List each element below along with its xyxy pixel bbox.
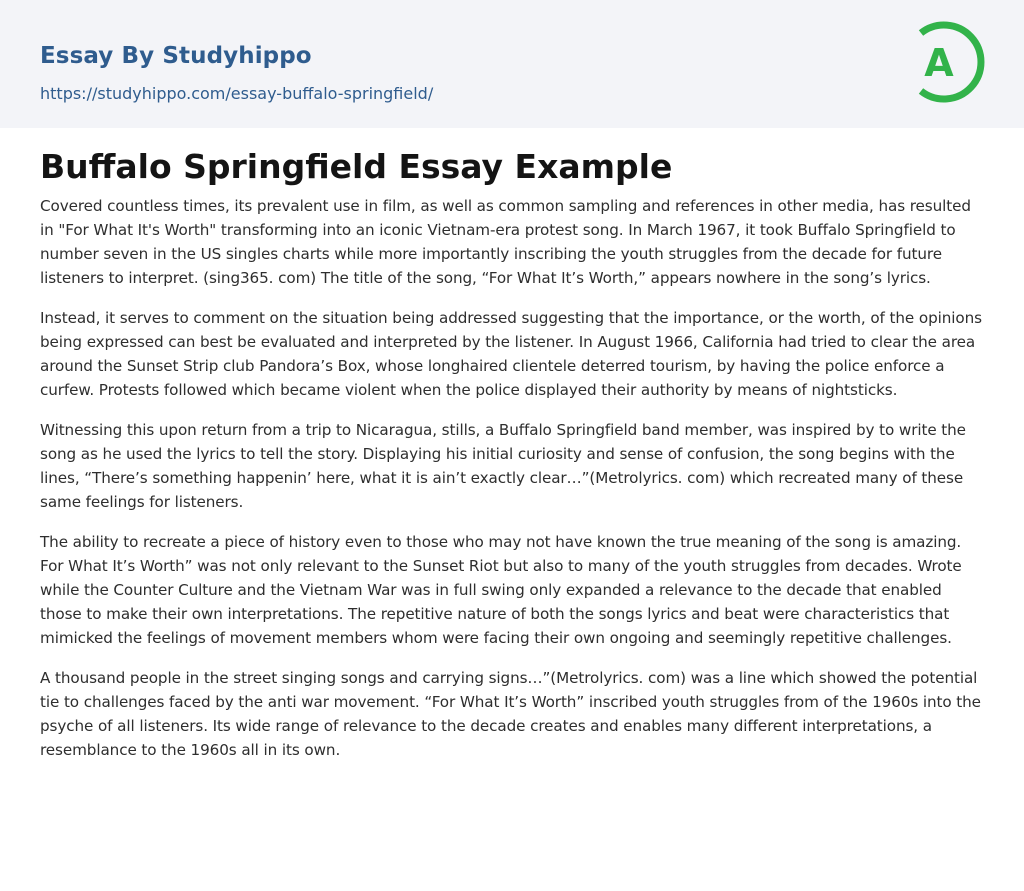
article-paragraph: Witnessing this upon return from a trip to Nicaragua, stills, a Buffalo Springfield band member, was inspired by to write the song as he used the lyrics to tell the story. Displaying his initial curiosity and sense of confusion, the song begins with the lines, “There’s something happenin’ here, what it is ain’t exactly clear…”(Metrolyrics. com) which recreated many of these same feelings for listeners. (40, 421, 966, 511)
logo-letter: A (924, 41, 954, 85)
article-body (40, 194, 986, 778)
article-paragraph: A thousand people in the street singing songs and carrying signs…”(Metrolyrics. com) was a line which showed the potential tie to challenges faced by the anti war movement. “For What It’s Worth” inscribed youth struggles from of the 1960s into the psyche of all listeners. Its wide range of relevance to the decade creates and enables many different interpretations, a resemblance to the 1960s all in its own. (40, 669, 981, 759)
letter-a-circle-logo[interactable] (912, 18, 986, 106)
article-paragraph: Instead, it serves to comment on the situation being addressed suggesting that the importance, or the worth, of the opinions being expressed can best be evaluated and interpreted by the listener. In August 1966, California had tried to clear the area around the Sunset Strip club Pandora’s Box, whose longhaired clientele deterred tourism, by having the police enforce a curfew. Protests followed which became violent when the police displayed their authority by means of nightsticks. (40, 309, 982, 399)
article-url-link[interactable]: https://studyhippo.com/essay-buffalo-springfield/ (40, 84, 434, 103)
article-paragraph: The ability to recreate a piece of history even to those who may not have known the true meaning of the song is amazing. For What It’s Worth” was not only relevant to the Sunset Riot but also to many of the youth struggles from decades. Wrote while the Counter Culture and the Vietnam War was in full swing only expanded a relevance to the decade that enabled those to make their own interpretations. The repetitive nature of both the songs lyrics and beat were characteristics that mimicked the feelings of movement members whom were facing their own ongoing and seemingly repetitive challenges. (40, 533, 962, 647)
article-paragraph: Covered countless times, its prevalent use in film, as well as common sampling and references in other media, has resulted in "For What It's Worth" transforming into an iconic Vietnam-era protest song. In March 1967, it took Buffalo Springfield to number seven in the US singles charts while more importantly inscribing the youth struggles from the decade for future listeners to interpret. (sing365. com) The title of the song, “For What It’s Worth,” appears nowhere in the song’s lyrics. (40, 197, 971, 287)
site-header (0, 0, 1024, 128)
site-brand[interactable]: Essay By Studyhippo (40, 43, 312, 69)
page-title: Buffalo Springfield Essay Example (40, 147, 673, 186)
